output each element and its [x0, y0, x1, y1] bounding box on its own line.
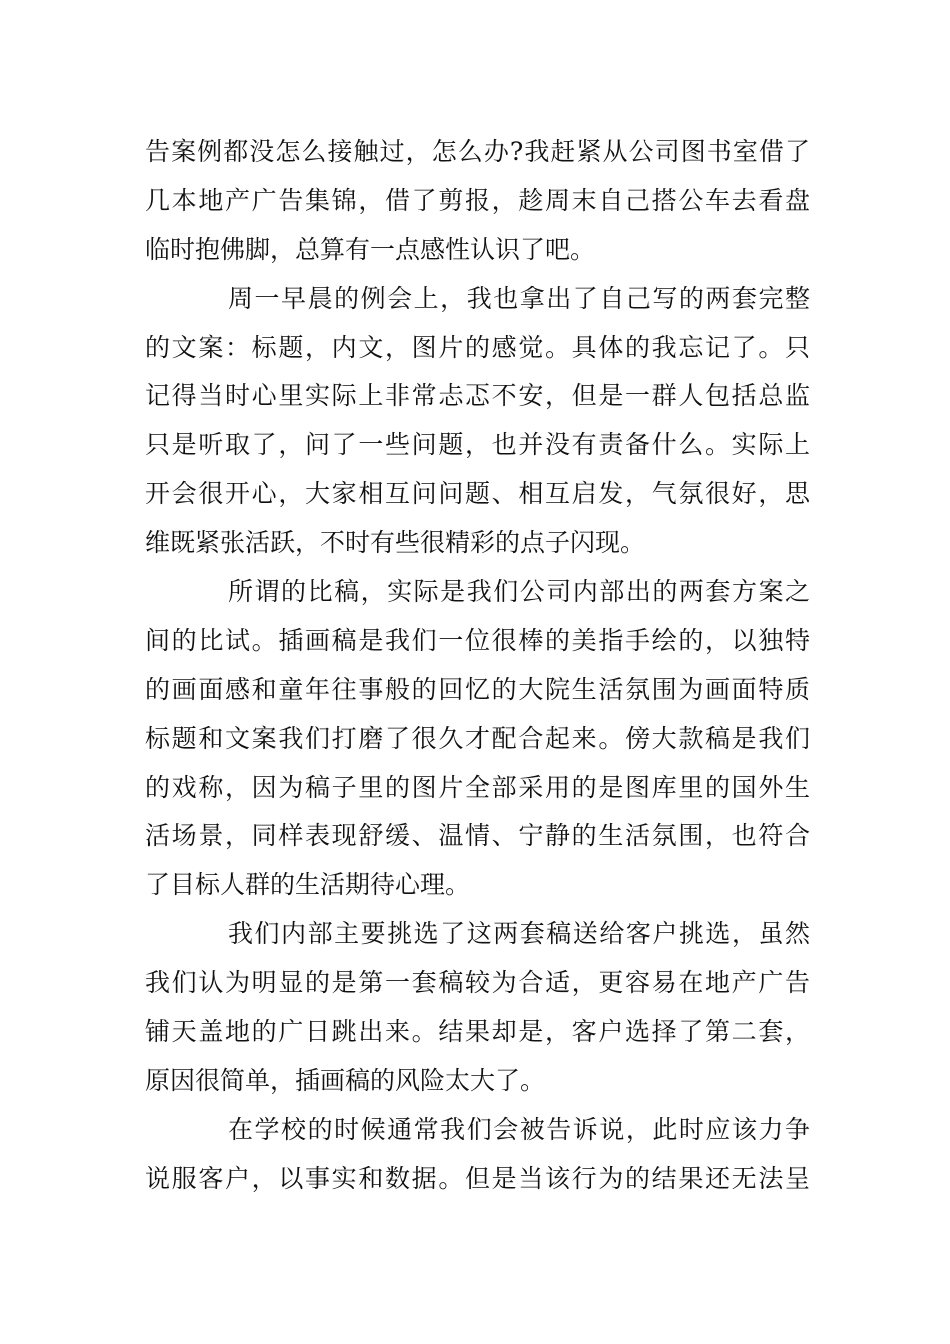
text-line: 周一早晨的例会上，我也拿出了自己写的两套完整: [228, 283, 810, 313]
text-line: 铺天盖地的广日跳出来。结果却是，客户选择了第二套，: [145, 1017, 810, 1047]
paragraph-3: [145, 568, 810, 910]
text-line: 在学校的时候通常我们会被告诉说，此时应该力争: [228, 1114, 810, 1144]
text-line: 告案例都没怎么接触过，怎么办?我赶紧从公司图书室借了: [145, 137, 810, 166]
paragraph-1: [145, 128, 810, 275]
paragraph-5: [145, 1106, 810, 1204]
text-line: 了目标人群的生活期待心理。: [145, 870, 471, 900]
text-line: 活场景，同样表现舒缓、温情、宁静的生活氛围，也符合: [145, 821, 810, 851]
text-line: 的画面感和童年往事般的回忆的大院生活氛围为画面特质: [145, 674, 810, 704]
text-line: 记得当时心里实际上非常忐忑不安，但是一群人包括总监: [145, 381, 810, 411]
text-line: 所谓的比稿，实际是我们公司内部出的两套方案之: [228, 577, 810, 607]
text-line: 说服客户，以事实和数据。但是当该行为的结果还无法呈: [145, 1163, 810, 1193]
paragraph-2: [145, 275, 810, 568]
text-line: 我们内部主要挑选了这两套稿送给客户挑选，虽然: [228, 919, 810, 949]
text-line: 的文案：标题，内文，图片的感觉。具体的我忘记了。只: [145, 332, 810, 362]
text-line: 间的比试。插画稿是我们一位很棒的美指手绘的，以独特: [145, 625, 810, 655]
text-line: 的戏称，因为稿子里的图片全部采用的是图库里的国外生: [145, 772, 810, 802]
text-line: 开会很开心，大家相互问问题、相互启发，气氛很好，思: [145, 479, 810, 509]
text-line: 临时抱佛脚，总算有一点感性认识了吧。: [145, 234, 596, 264]
text-line: 我们认为明显的是第一套稿较为合适，更容易在地产广告: [145, 968, 810, 998]
paragraph-4: [145, 910, 810, 1106]
text-line: 只是听取了，问了一些问题，也并没有责备什么。实际上: [145, 430, 810, 460]
text-line: 维既紧张活跃，不时有些很精彩的点子闪现。: [145, 528, 646, 558]
text-line: 标题和文案我们打磨了很久才配合起来。傍大款稿是我们: [145, 723, 810, 753]
document-body: [145, 128, 810, 1204]
text-line: 几本地产广告集锦，借了剪报，趁周末自己搭公车去看盘: [145, 185, 810, 215]
text-line: 原因很简单，插画稿的风险太大了。: [145, 1065, 546, 1095]
